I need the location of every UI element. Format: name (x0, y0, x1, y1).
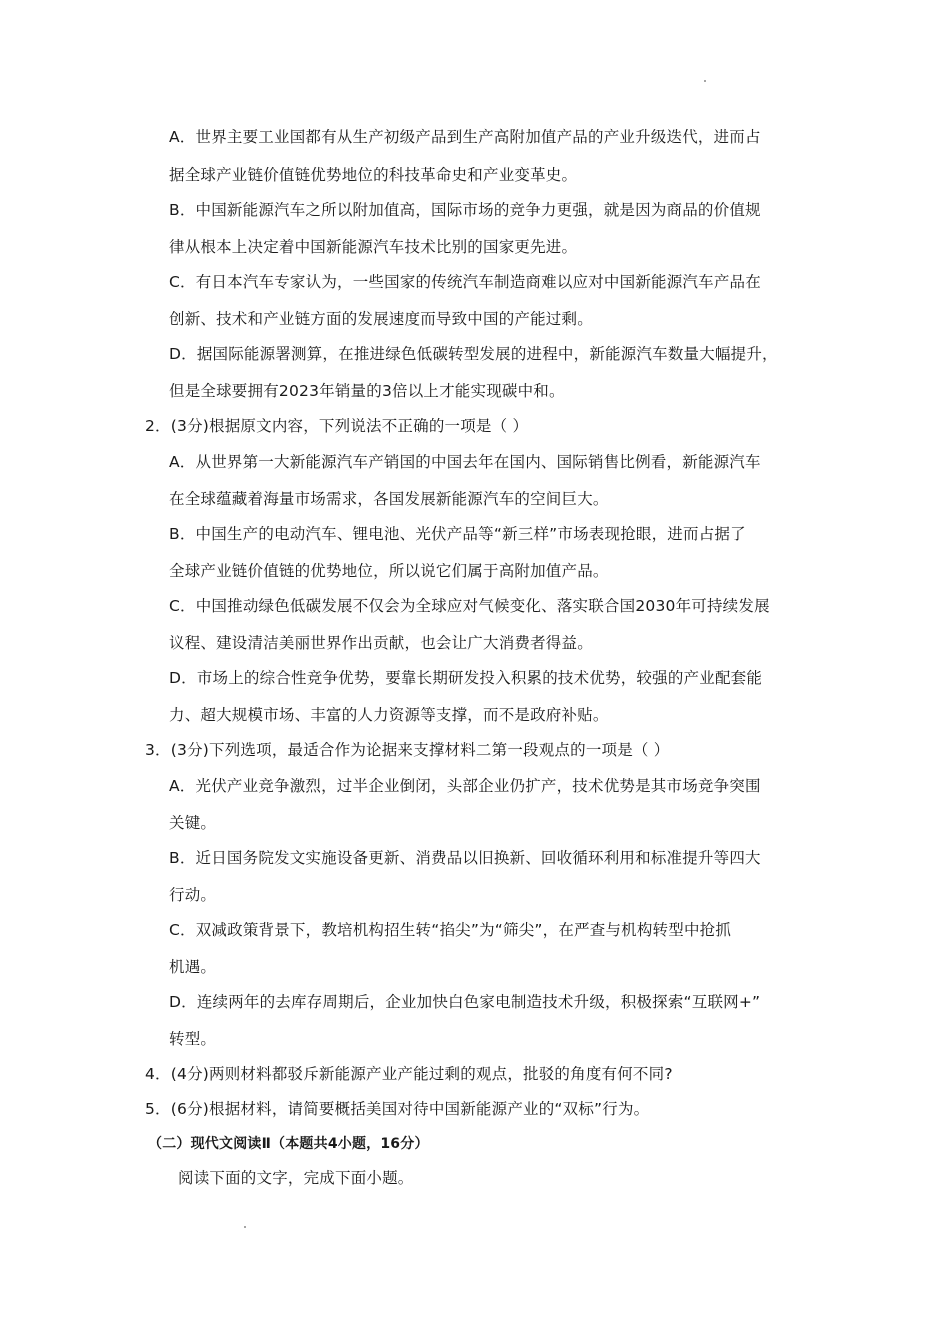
q2-option-d-line1: D．市场上的综合性竞争优势，要靠长期研发投入积累的技术优势，较强的产业配套能 (169, 669, 763, 687)
q5-stem: 5．(6分)根据材料，请简要概括美国对待中国新能源产业的“双标”行为。 (145, 1100, 650, 1118)
scan-speck (704, 80, 706, 82)
q1-option-a-line1: A．世界主要工业国都有从生产初级产品到生产高附加值产品的产业升级迭代，进而占 (169, 128, 761, 146)
q1-option-a-line2: 据全球产业链价值链优势地位的科技革命史和产业变革史。 (169, 166, 578, 184)
section-2-intro: 阅读下面的文字，完成下面小题。 (178, 1169, 414, 1187)
q2-option-b-line2: 全球产业链价值链的优势地位，所以说它们属于高附加值产品。 (169, 562, 609, 580)
q2-option-a-line2: 在全球蕴藏着海量市场需求，各国发展新能源汽车的空间巨大。 (169, 490, 609, 508)
q2-option-c-line1: C．中国推动绿色低碳发展不仅会为全球应对气候变化、落实联合国2030年可持续发展 (169, 597, 770, 615)
q2-option-b-line1: B．中国生产的电动汽车、锂电池、光伏产品等“新三样”市场表现抢眼，进而占据了 (169, 525, 746, 543)
q1-option-b-line2: 律从根本上决定着中国新能源汽车技术比别的国家更先进。 (169, 238, 578, 256)
q2-option-a-line1: A．从世界第一大新能源汽车产销国的中国去年在国内、国际销售比例看，新能源汽车 (169, 453, 761, 471)
q3-option-c-line1: C．双减政策背景下，教培机构招生转“掐尖”为“筛尖”，在严查与机构转型中抢抓 (169, 921, 732, 939)
q1-option-d-line2: 但是全球要拥有2023年销量的3倍以上才能实现碳中和。 (169, 382, 565, 400)
q3-option-a-line2: 关键。 (169, 814, 217, 832)
q1-option-b-line1: B．中国新能源汽车之所以附加值高，国际市场的竞争力更强，就是因为商品的价值规 (169, 201, 761, 219)
q1-option-d-line1: D．据国际能源署测算，在推进绿色低碳转型发展的进程中，新能源汽车数量大幅提升， (169, 345, 778, 363)
scan-speck (244, 1226, 246, 1228)
q3-stem: 3．(3分)下列选项，最适合作为论据来支撑材料二第一段观点的一项是（ ） (145, 741, 670, 759)
q3-option-b-line2: 行动。 (169, 886, 217, 904)
q4-stem: 4．(4分)两则材料都驳斥新能源产业产能过剩的观点，批驳的角度有何不同? (145, 1065, 673, 1083)
q1-option-c-line1: C．有日本汽车专家认为，一些国家的传统汽车制造商难以应对中国新能源汽车产品在 (169, 273, 761, 291)
q2-option-d-line2: 力、超大规模市场、丰富的人力资源等支撑，而不是政府补贴。 (169, 706, 609, 724)
q3-option-b-line1: B．近日国务院发文实施设备更新、消费品以旧换新、回收循环利用和标准提升等四大 (169, 849, 761, 867)
q3-option-d-line2: 转型。 (169, 1030, 217, 1048)
q3-option-d-line1: D．连续两年的去库存周期后，企业加快白色家电制造技术升级，积极探索“互联网+” (169, 993, 761, 1011)
q3-option-c-line2: 机遇。 (169, 958, 217, 976)
section-2-title: （二）现代文阅读Ⅱ（本题共4小题，16分） (148, 1136, 429, 1152)
q2-stem: 2．(3分)根据原文内容，下列说法不正确的一项是（ ） (145, 417, 529, 435)
q3-option-a-line1: A．光伏产业竞争激烈，过半企业倒闭，头部企业仍扩产，技术优势是其市场竞争突围 (169, 777, 761, 795)
q2-option-c-line2: 议程、建设清洁美丽世界作出贡献，也会让广大消费者得益。 (169, 634, 593, 652)
q1-option-c-line2: 创新、技术和产业链方面的发展速度而导致中国的产能过剩。 (169, 310, 593, 328)
